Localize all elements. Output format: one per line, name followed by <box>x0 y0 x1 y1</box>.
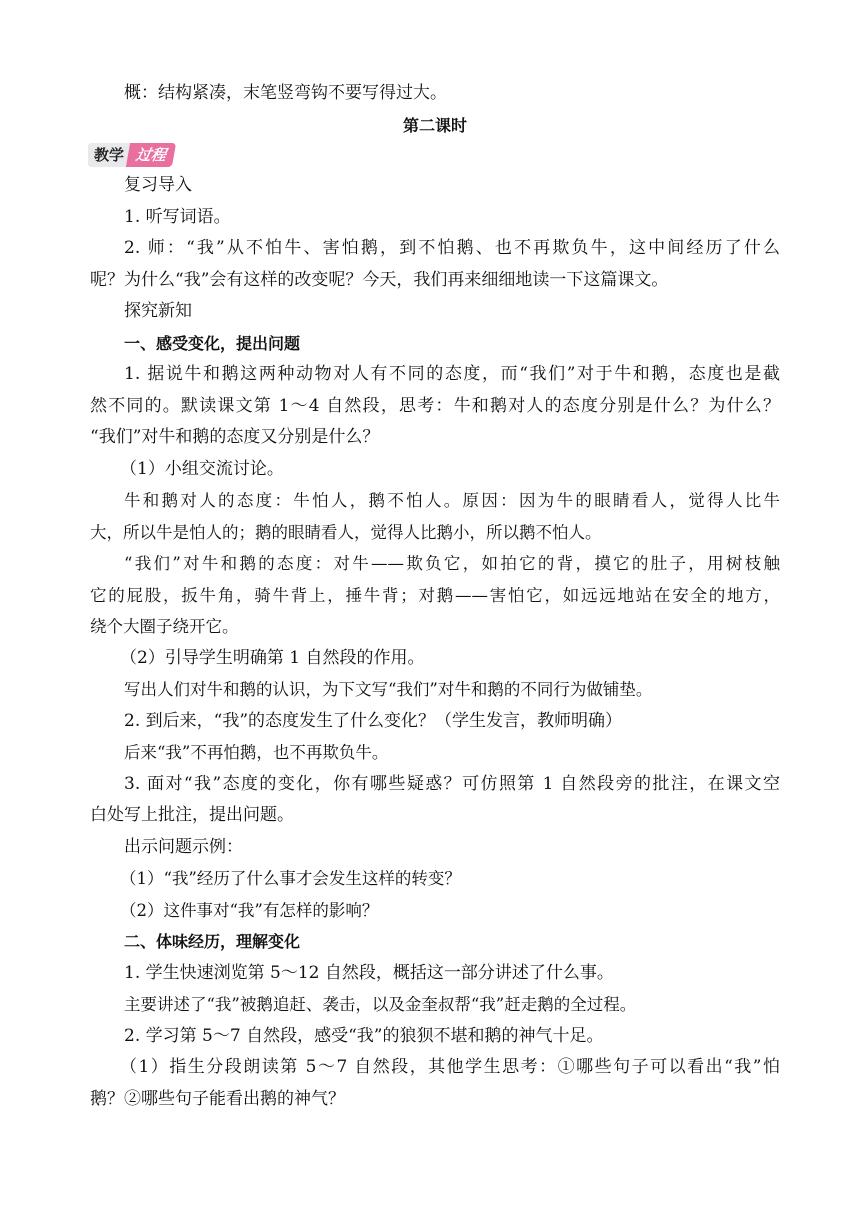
paragraph-line: 概：结构紧凑，末笔竖弯钩不要写得过大。 <box>124 83 447 103</box>
section-heading: 二、体味经历，理解变化 <box>124 932 301 951</box>
paragraph-line: 出示问题示例： <box>124 836 243 857</box>
paragraph-line: 3. 面对“我”态度的变化，你有哪些疑惑？可仿照第 1 自然段旁的批注，在课文空 <box>124 773 780 794</box>
answer-line: 写出人们对牛和鹅的认识，为下文写“我们”对牛和鹅的不同行为做铺垫。 <box>124 680 653 699</box>
answer-line: 牛和鹅对人的态度：牛怕人，鹅不怕人。原因：因为牛的眼睛看人，觉得人比牛 <box>124 491 780 510</box>
paragraph-line: 呢？为什么“我”会有这样的改变呢？今天，我们再来细细地读一下这篇课文。 <box>90 269 669 290</box>
paragraph-line: 1. 听写词语。 <box>124 206 231 227</box>
badge-right-label: 过程 <box>126 143 176 167</box>
paragraph-line: “我们”对牛和鹅的态度又分别是什么？ <box>90 427 380 447</box>
subheading: 复习导入 <box>124 175 192 195</box>
answer-line: 绕个大圈子绕开它。 <box>90 617 239 636</box>
paragraph-line: （1）指生分段朗读第 5～7 自然段，其他学生思考：①哪些句子可以看出“我”怕 <box>120 1057 780 1077</box>
answer-line: （1）“我”经历了什么事才会发生这样的转变？ <box>120 869 461 888</box>
paragraph-line: 1. 学生快速浏览第 5～12 自然段，概括这一部分讲述了什么事。 <box>124 962 614 983</box>
paragraph-line: 2. 学习第 5～7 自然段，感受“我”的狼狈不堪和鹅的神气十足。 <box>124 1025 604 1046</box>
badge-left-label: 教学 <box>88 143 130 167</box>
paragraph-line: 1. 据说牛和鹅这两种动物对人有不同的态度，而“我们”对于牛和鹅，态度也是截 <box>124 364 780 384</box>
paragraph-line: 鹅？②哪些句子能看出鹅的神气？ <box>90 1088 345 1109</box>
paragraph-line: （1）小组交流讨论。 <box>120 458 284 479</box>
paragraph-line: 然不同的。默读课文第 1～4 自然段，思考：牛和鹅对人的态度分别是什么？为什么？ <box>90 395 780 416</box>
paragraph-line: 白处写上批注，提出问题。 <box>90 805 294 825</box>
paragraph-line: 2. 到后来，“我”的态度发生了什么变化？（学生发言，教师明确） <box>124 710 623 731</box>
answer-line: 大，所以牛是怕人的；鹅的眼睛看人，觉得人比鹅小，所以鹅不怕人。 <box>90 522 602 542</box>
answer-line: “我们”对牛和鹅的态度：对牛——欺负它，如拍它的背，摸它的肚子，用树枝触 <box>124 554 780 573</box>
section-title: 第二课时 <box>402 115 467 135</box>
answer-line: 它的屁股，扳牛角，骑牛背上，捶牛背；对鹅——害怕它，如远远地站在安全的地方， <box>90 585 780 605</box>
teaching-process-badge <box>88 143 174 167</box>
document-page <box>90 78 780 1115</box>
subheading: 探究新知 <box>124 301 192 321</box>
section-heading: 一、感受变化，提出问题 <box>124 333 301 353</box>
answer-line: （2）这件事对“我”有怎样的影响？ <box>120 900 379 920</box>
paragraph-line: （2）引导学生明确第 1 自然段的作用。 <box>120 647 425 668</box>
answer-line: 后来“我”不再怕鹅，也不再欺负牛。 <box>124 743 389 762</box>
answer-line: 主要讲述了“我”被鹅追赶、袭击，以及金奎叔帮“我”赶走鹅的全过程。 <box>124 995 637 1014</box>
paragraph-line: 2. 师：“我”从不怕牛、害怕鹅，到不怕鹅、也不再欺负牛，这中间经历了什么 <box>124 238 780 258</box>
